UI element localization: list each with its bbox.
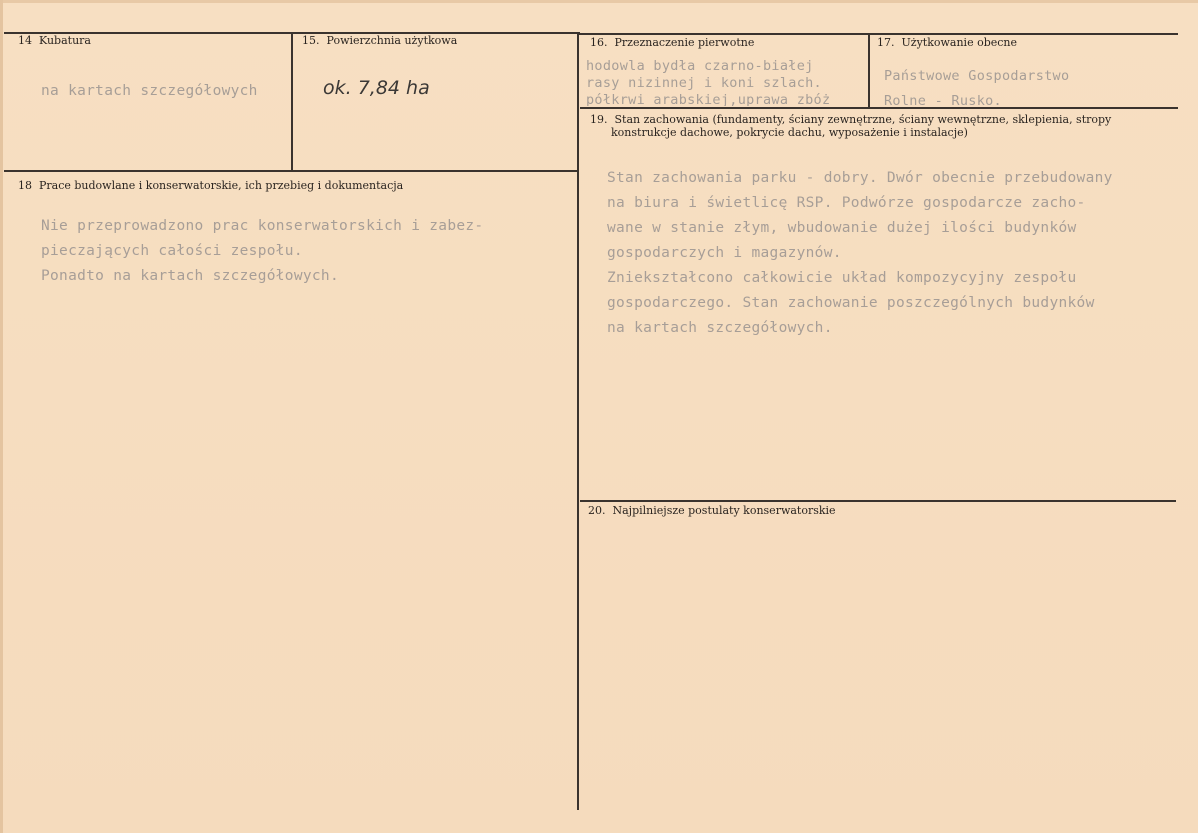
field-14-title: Kubatura <box>39 34 91 47</box>
field-16-line-2: rasy nizinnej i koni szlach. <box>586 75 822 91</box>
field-17-line-1: Państwowe Gospodarstwo <box>884 68 1070 84</box>
divider-14-15 <box>291 32 293 170</box>
divider-16-17 <box>868 33 870 107</box>
field-19-line-6: gospodarczego. Stan zachowanie poszczególnych budynków <box>607 295 1095 311</box>
field-15-number: 15. <box>302 34 320 47</box>
field-19-line-3: wane w stanie złym, wbudowanie dużej ilości budynków <box>607 220 1077 236</box>
field-19-label-cont: konstrukcje dachowe, pokrycie dachu, wyposażenie i instalacje) <box>611 126 968 139</box>
field-19-label <box>590 113 1111 126</box>
rule-below-row1-left <box>4 170 578 172</box>
center-divider <box>577 32 579 810</box>
field-17-number: 17. <box>877 36 895 49</box>
field-20-label <box>588 504 836 517</box>
field-19-title-line-1: Stan zachowania (fundamenty, ściany zewnętrzne, ściany wewnętrzne, sklepienia, stropy <box>614 113 1112 126</box>
field-15-value: ok. 7,84 ha <box>323 77 430 99</box>
field-15-label <box>302 34 457 47</box>
field-17-label <box>877 36 1017 49</box>
field-18-label <box>18 179 403 192</box>
rule-above-20 <box>580 500 1176 502</box>
field-16-value-area <box>582 56 866 106</box>
field-19-number: 19. <box>590 113 608 126</box>
field-16-line-1: hodowla bydła czarno-białej <box>586 58 814 74</box>
field-20-title: Najpilniejsze postulaty konserwatorskie <box>612 504 836 517</box>
field-16-line-3: półkrwi arabskiej,uprawa zbóż <box>586 92 831 106</box>
field-18-line-1: Nie przeprowadzono prac konserwatorskich i zabez- <box>41 218 484 234</box>
field-15-title: Powierzchnia użytkowa <box>326 34 458 47</box>
field-17-line-2: Rolne - Rusko. <box>884 93 1002 106</box>
top-rule-right <box>578 33 1178 35</box>
field-18-number: 18 <box>18 179 32 192</box>
field-14-label <box>18 34 91 47</box>
field-16-number: 16. <box>590 36 608 49</box>
field-18-value <box>41 214 483 289</box>
card-edge-left <box>0 0 3 833</box>
field-18-title: Prace budowlane i konserwatorskie, ich przebieg i dokumentacja <box>39 179 404 192</box>
field-18-line-3: Ponadto na kartach szczegółowych. <box>41 268 339 284</box>
field-19-line-5: Zniekształcono całkowicie układ kompozycyjny zespołu <box>607 270 1077 286</box>
field-20-number: 20. <box>588 504 606 517</box>
field-16-label <box>590 36 754 49</box>
field-18-line-2: pieczających całości zespołu. <box>41 243 303 259</box>
card-edge-top <box>0 0 1198 3</box>
rule-below-16-17 <box>580 107 1178 109</box>
field-19-line-4: gospodarczych i magazynów. <box>607 245 842 261</box>
field-17-value-area <box>878 60 1174 106</box>
field-19-line-1: Stan zachowania parku - dobry. Dwór obecnie przebudowany <box>607 170 1113 186</box>
field-14-number: 14 <box>18 34 32 47</box>
field-16-title: Przeznaczenie pierwotne <box>614 36 755 49</box>
field-14-value: na kartach szczegółowych <box>41 83 258 99</box>
field-19-value <box>607 166 1113 341</box>
field-19-line-2: na biura i świetlicę RSP. Podwórze gospodarcze zacho- <box>607 195 1086 211</box>
field-17-title: Użytkowanie obecne <box>901 36 1017 49</box>
field-19-line-7: na kartach szczegółowych. <box>607 320 833 336</box>
